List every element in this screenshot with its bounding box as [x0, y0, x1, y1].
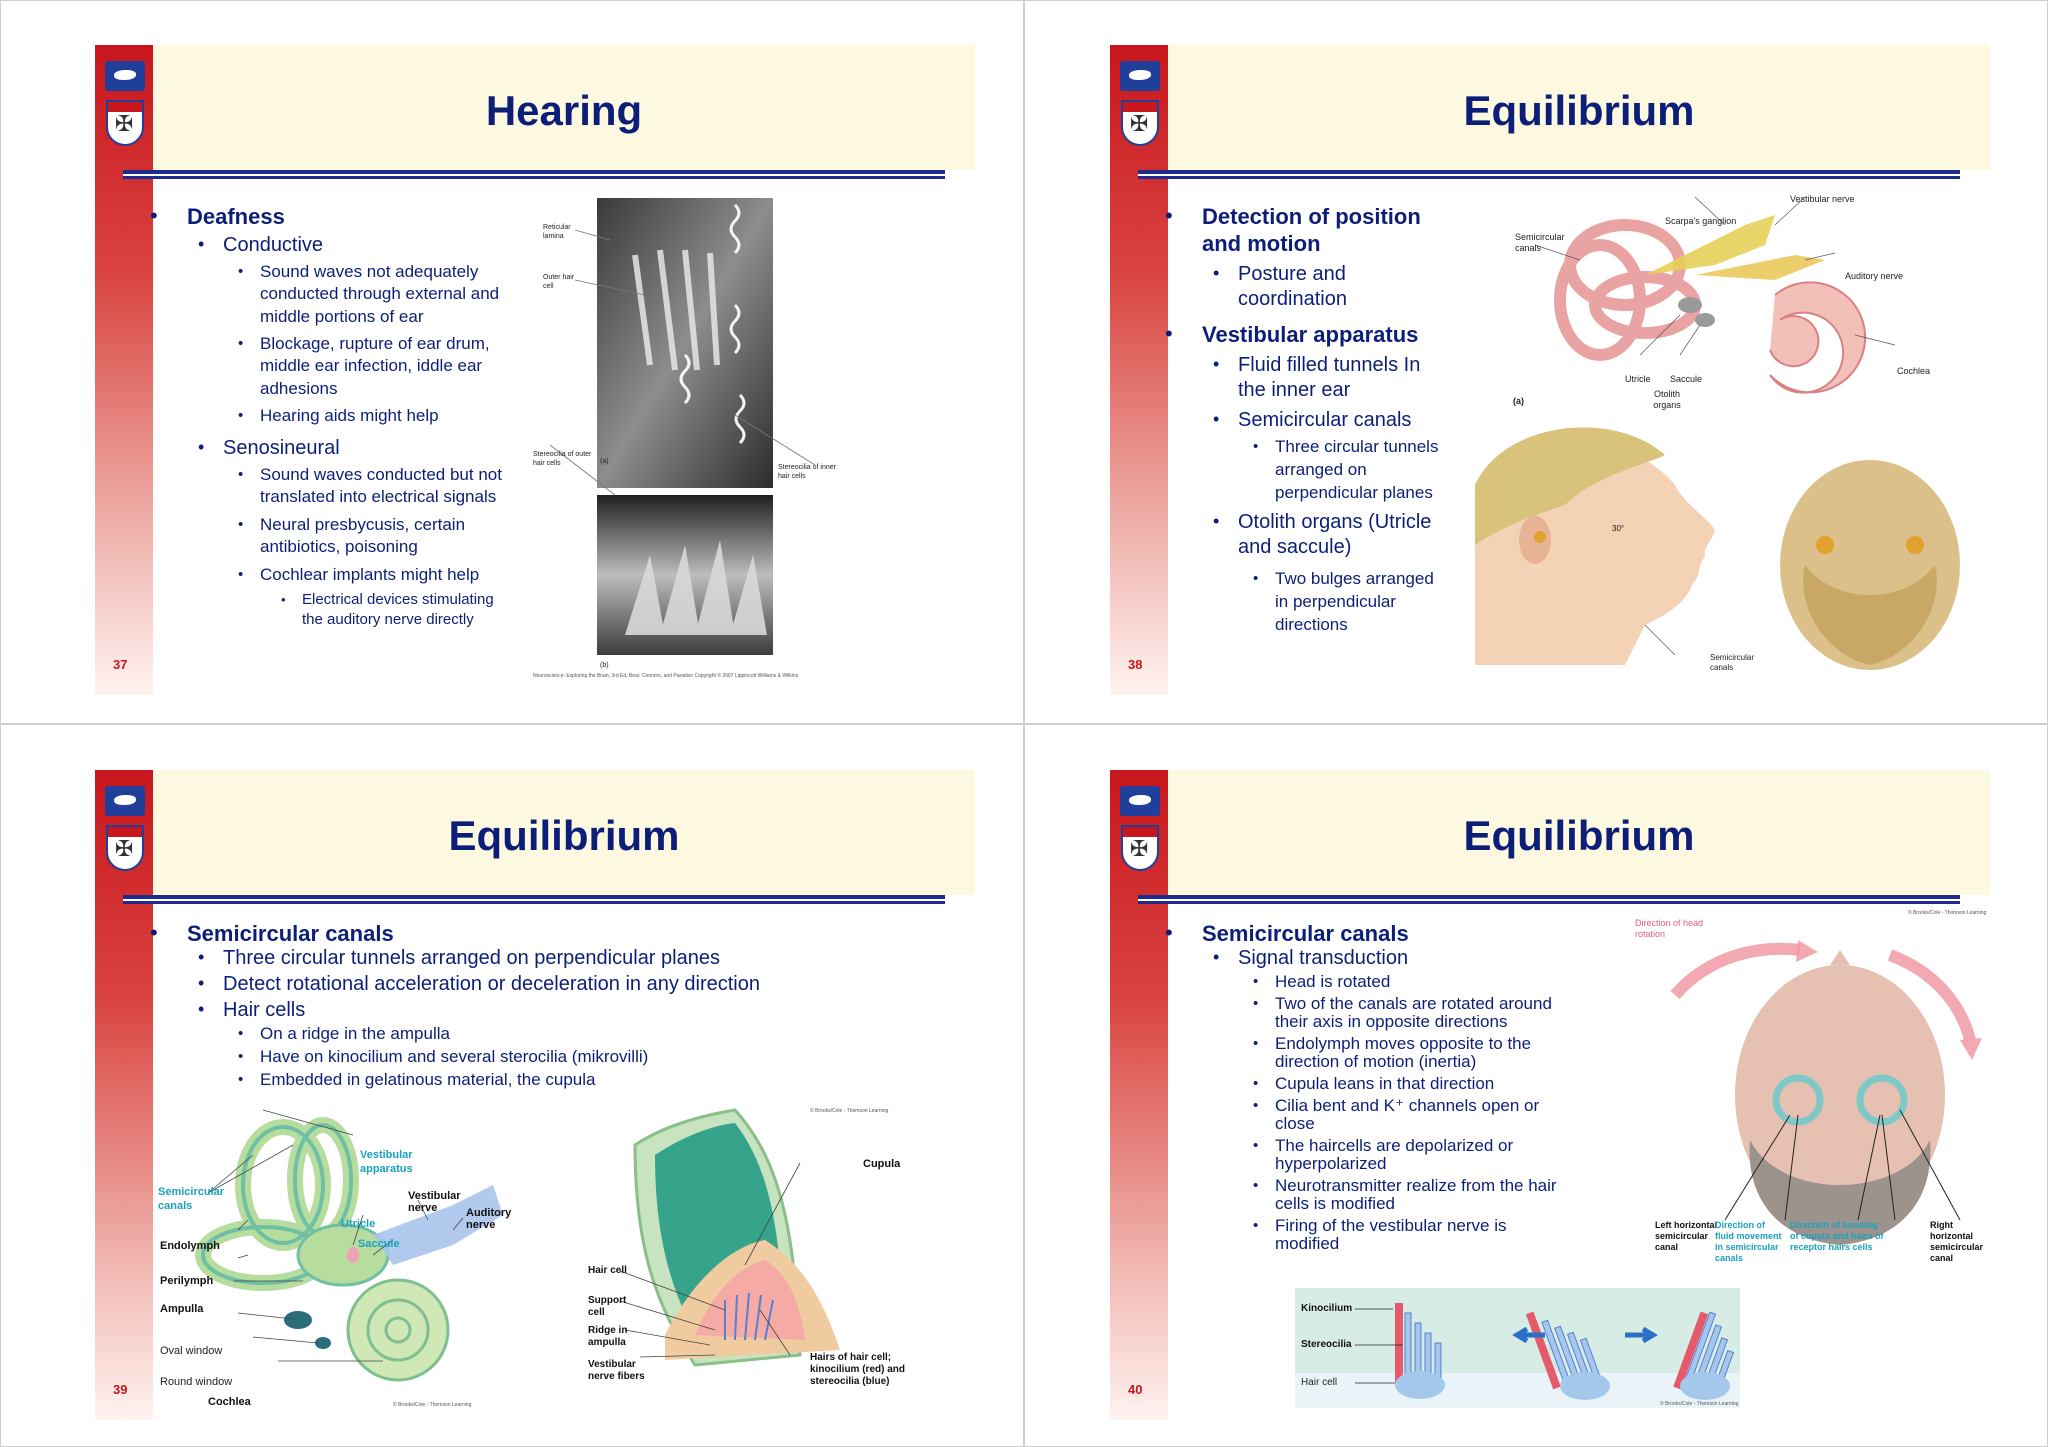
slide-title: Hearing [485, 87, 643, 134]
bullet-icon: • [1253, 1075, 1259, 1092]
bullet-icon: • [1213, 354, 1220, 374]
label-left-horizontal-canal: Left horizontal semicircular canal [1655, 1220, 1717, 1252]
bullet-line: Firing of the vestibular nerve is [1275, 1216, 1507, 1235]
bullet-line: middle ear infection, iddle ear [260, 356, 483, 375]
bullet-semicircular: Semicircular canals [187, 921, 394, 946]
bullet-icon: • [198, 437, 205, 457]
cyprus-map-logo [1120, 786, 1160, 816]
bullet-icon: • [1253, 1097, 1259, 1114]
title-rule [1138, 170, 1960, 179]
bullet-icon: • [1253, 570, 1259, 587]
inner-ear-figure [1475, 185, 1985, 685]
bullet-line: hyperpolarized [1275, 1154, 1387, 1173]
bullet-line: Electrical devices stimulating [302, 591, 494, 608]
label-a: (a) [1513, 396, 1524, 406]
bullet-line: and motion [1202, 231, 1321, 256]
label-endolymph: Endolymph [160, 1240, 220, 1252]
bullet-line: Semicircular canals [1238, 409, 1412, 431]
bullet-icon: • [238, 516, 244, 533]
label-semicircular-canals-2: Semicircular canals [1710, 653, 1755, 672]
label-angle: 30° [1612, 524, 1625, 533]
label-cupula: Cupula [863, 1158, 901, 1170]
slide-title: Equilibrium [1463, 812, 1695, 859]
bullet-line: Cupula leans in that direction [1275, 1074, 1495, 1093]
university-crest-icon [106, 825, 144, 871]
bullet-line: Detect rotational acceleration or deceleration in any direction [223, 973, 760, 995]
figure-credit: © Brooks/Cole - Thomson Learning [393, 1402, 472, 1408]
slide-title: Equilibrium [1463, 87, 1695, 134]
bullet-icon: • [198, 234, 205, 254]
bullet-icon: • [1165, 203, 1173, 228]
label-right-horizontal-canal: Right horizontal semicircular canal [1930, 1220, 1984, 1263]
bullet-line: direction of motion (inertia) [1275, 1052, 1477, 1071]
vestibular-apparatus-figure [153, 1105, 573, 1410]
head-rotation-figure [1540, 910, 1990, 1280]
bullet-line: Posture and [1238, 263, 1346, 285]
bullet-deafness: Deafness [187, 204, 285, 229]
bullet-line: Vestibular apparatus [1202, 322, 1419, 347]
bullet-line: Detection of position [1202, 204, 1421, 229]
bullet-conductive: Conductive [223, 234, 324, 256]
bullet-icon: • [1213, 511, 1220, 531]
bullet-line: antibiotics, poisoning [260, 537, 418, 556]
slide-37 [95, 45, 975, 695]
label-oval-window: Oval window [160, 1345, 223, 1357]
bullet-line: Two bulges arranged [1275, 569, 1434, 588]
bullet-icon: • [1165, 321, 1173, 346]
title-rule [1138, 895, 1960, 904]
bullet-line: arranged on [1275, 460, 1367, 479]
bullet-line: in perpendicular [1275, 592, 1396, 611]
label-direction-fluid-movement: Direction of fluid movement in semicircular canals [1715, 1220, 1782, 1263]
label-semicircular-canals: Semicircular canals [1515, 232, 1565, 253]
label-outer-hair-cell: Outer hair cell [543, 274, 575, 290]
bullet-line: Three circular tunnels [1275, 437, 1439, 456]
bullet-line: Sound waves conducted but not [260, 465, 502, 484]
bullet-line: Embedded in gelatinous material, the cupula [260, 1070, 596, 1089]
bullet-icon: • [238, 466, 244, 483]
slide-38 [1110, 45, 1990, 695]
figure-credit: © Brooks/Cole - Thomson Learning [1660, 1401, 1739, 1407]
bullet-line: On a ridge in the ampulla [260, 1024, 450, 1043]
label-auditory-nerve: Auditory nerve [1845, 271, 1904, 281]
label-stereocilia: Stereocilia [1301, 1339, 1352, 1350]
label-auditory-nerve: Auditory nerve [466, 1207, 512, 1231]
bullet-line: their axis in opposite directions [1275, 1012, 1508, 1031]
bullet-icon: • [238, 263, 244, 280]
bullet-icon: • [1213, 947, 1220, 967]
bullet-line: Three circular tunnels arranged on perpendicular planes [223, 947, 720, 969]
title-rule [123, 895, 945, 904]
bullet-signal-transduction: Signal transduction [1238, 947, 1409, 969]
bullet-line: Two of the canals are rotated around [1275, 994, 1552, 1013]
bullet-icon: • [1253, 1137, 1259, 1154]
bullet-icon: • [150, 203, 158, 228]
label-hair-cell: Hair cell [1301, 1377, 1338, 1388]
label-hairs-of-hair-cell: Hairs of hair cell; kinocilium (red) and stereocilia (blue) [810, 1352, 906, 1387]
label-saccule: Saccule [1670, 374, 1703, 384]
label-vestibular-nerve-fibers: Vestibular nerve fibers [588, 1359, 645, 1382]
cyprus-map-logo [1120, 61, 1160, 91]
title-rule [123, 170, 945, 179]
hair-cell-bending-svg [1295, 1288, 1740, 1408]
bullet-line: modified [1275, 1234, 1340, 1253]
cyprus-map-logo [105, 61, 145, 91]
university-crest-icon [106, 100, 144, 146]
label-ampulla: Ampulla [160, 1303, 204, 1315]
university-crest-icon [1121, 825, 1159, 871]
slide-number: 39 [113, 1382, 128, 1397]
bullet-line: coordination [1238, 288, 1347, 310]
label-cochlea: Cochlea [1897, 366, 1931, 376]
hair-cell-bending-figure [1295, 1288, 1740, 1408]
bullet-line: Head is rotated [1275, 972, 1391, 991]
label-direction-bending: Direction of bending of cupula and hairs of receptor hairs cells [1790, 1220, 1884, 1252]
bullet-icon: • [238, 407, 244, 424]
bullet-icon: • [198, 999, 205, 1019]
figure-credit: © Brooks/Cole - Thomson Learning [810, 1108, 889, 1114]
bullet-line: Cochlear implants might help [260, 565, 480, 584]
bullet-icon: • [150, 920, 158, 945]
slide-title: Equilibrium [448, 812, 680, 859]
bullet-senosineural: Senosineural [223, 437, 340, 459]
bullet-line: Otolith organs (Utricle [1238, 511, 1432, 533]
label-ridge-in-ampulla: Ridge in ampulla [588, 1325, 628, 1348]
label-stereocilia-inner: Stereocilia of inner hair cells [778, 464, 836, 480]
bullet-line: Hair cells [223, 999, 306, 1021]
figure-credit: Neuroscience: Exploring the Brain, 3rd Ed, Bear, Connors, and Paradiso Copyright © 2007 Lippincott Williams & Wilkins [533, 673, 799, 679]
bullet-line: conducted through external and [260, 284, 500, 303]
label-round-window: Round window [160, 1376, 233, 1388]
slide-40 [1110, 770, 1990, 1420]
label-kinocilium: Kinocilium [1301, 1303, 1353, 1314]
slide-number: 40 [1128, 1382, 1143, 1397]
label-semicircular-canals: Semicircular canals [158, 1186, 225, 1212]
hair-cell-micrograph-figure [435, 195, 975, 685]
bullet-line: The haircells are depolarized or [1275, 1136, 1514, 1155]
bullet-line: Fluid filled tunnels In [1238, 354, 1421, 376]
bullet-line: Cilia bent and K⁺ channels open or [1275, 1096, 1540, 1115]
ampulla-figure [585, 1105, 975, 1410]
label-vestibular-nerve: Vestibular nerve [1790, 194, 1855, 204]
bullet-line: Blockage, rupture of ear drum, [260, 334, 490, 353]
bullet-icon: • [1213, 409, 1220, 429]
bullet-line: close [1275, 1114, 1315, 1133]
slide-39 [95, 770, 975, 1420]
bullet-line: Hearing aids might help [260, 406, 439, 425]
figure-credit: © Brooks/Cole - Thomson Learning [1908, 910, 1987, 916]
label-vestibular-nerve: Vestibular nerve [408, 1190, 461, 1214]
bullet-icon: • [1253, 1035, 1259, 1052]
bullet-line: adhesions [260, 379, 338, 398]
bullet-line: translated into electrical signals [260, 487, 497, 506]
bullet-icon: • [281, 592, 286, 607]
label-perilymph: Perilymph [160, 1275, 214, 1287]
label-cochlea: Cochlea [208, 1396, 251, 1408]
label-otolith-organs: Otolith organs [1653, 389, 1681, 410]
bullet-icon: • [1253, 973, 1259, 990]
bullet-icon: • [238, 1025, 244, 1042]
label-scarpas-ganglion: Scarpa's ganglion [1665, 216, 1737, 226]
bullet-line: and saccule) [1238, 536, 1352, 558]
label-saccule: Saccule [358, 1238, 400, 1250]
university-crest-icon [1121, 100, 1159, 146]
label-reticular-lamina: Reticular lamina [543, 224, 571, 240]
label-utricle: Utricle [341, 1218, 376, 1230]
bullet-icon: • [1253, 1177, 1259, 1194]
micrograph-svg [435, 195, 975, 685]
bullet-icon: • [1253, 1217, 1259, 1234]
bullet-line: Endolymph moves opposite to the [1275, 1034, 1532, 1053]
bullet-line: middle portions of ear [260, 307, 424, 326]
bullet-line: the auditory nerve directly [302, 611, 474, 628]
bullet-icon: • [198, 947, 205, 967]
label-a: (a) [600, 458, 609, 465]
label-support-cell: Support cell [588, 1295, 627, 1318]
slide-number: 37 [113, 657, 128, 672]
slide-number: 38 [1128, 657, 1143, 672]
label-hair-cell: Hair cell [588, 1265, 627, 1276]
label-vestibular-apparatus: Vestibular apparatus [360, 1149, 413, 1175]
cyprus-map-logo [105, 786, 145, 816]
label-direction-head-rotation: Direction of head rotation [1635, 918, 1704, 939]
bullet-icon: • [1165, 920, 1173, 945]
bullet-semicircular: Semicircular canals [1202, 921, 1409, 946]
bullet-icon: • [1253, 995, 1259, 1012]
bullet-line: Neurotransmitter realize from the hair [1275, 1176, 1557, 1195]
bullet-icon: • [238, 1048, 244, 1065]
label-utricle: Utricle [1625, 374, 1651, 384]
bullet-line: Neural presbycusis, certain [260, 515, 466, 534]
bullet-icon: • [238, 566, 244, 583]
bullet-icon: • [238, 335, 244, 352]
bullet-line: Have on kinocilium and several sterocilia (mikrovilli) [260, 1047, 649, 1066]
bullet-line: Sound waves not adequately [260, 262, 479, 281]
inner-ear-svg [1475, 185, 1985, 685]
bullet-line: cells is modified [1275, 1194, 1395, 1213]
label-b: (b) [600, 662, 609, 669]
bullet-icon: • [1213, 263, 1220, 283]
bullet-line: perpendicular planes [1275, 483, 1433, 502]
bullet-icon: • [1253, 438, 1259, 455]
bullet-icon: • [198, 973, 205, 993]
label-stereocilia-outer: Stereocilia of outer hair cells [533, 451, 592, 467]
bullet-line: directions [1275, 615, 1348, 634]
horizontal-divider [0, 723, 2048, 725]
bullet-line: the inner ear [1238, 379, 1351, 401]
bullet-icon: • [238, 1071, 244, 1088]
